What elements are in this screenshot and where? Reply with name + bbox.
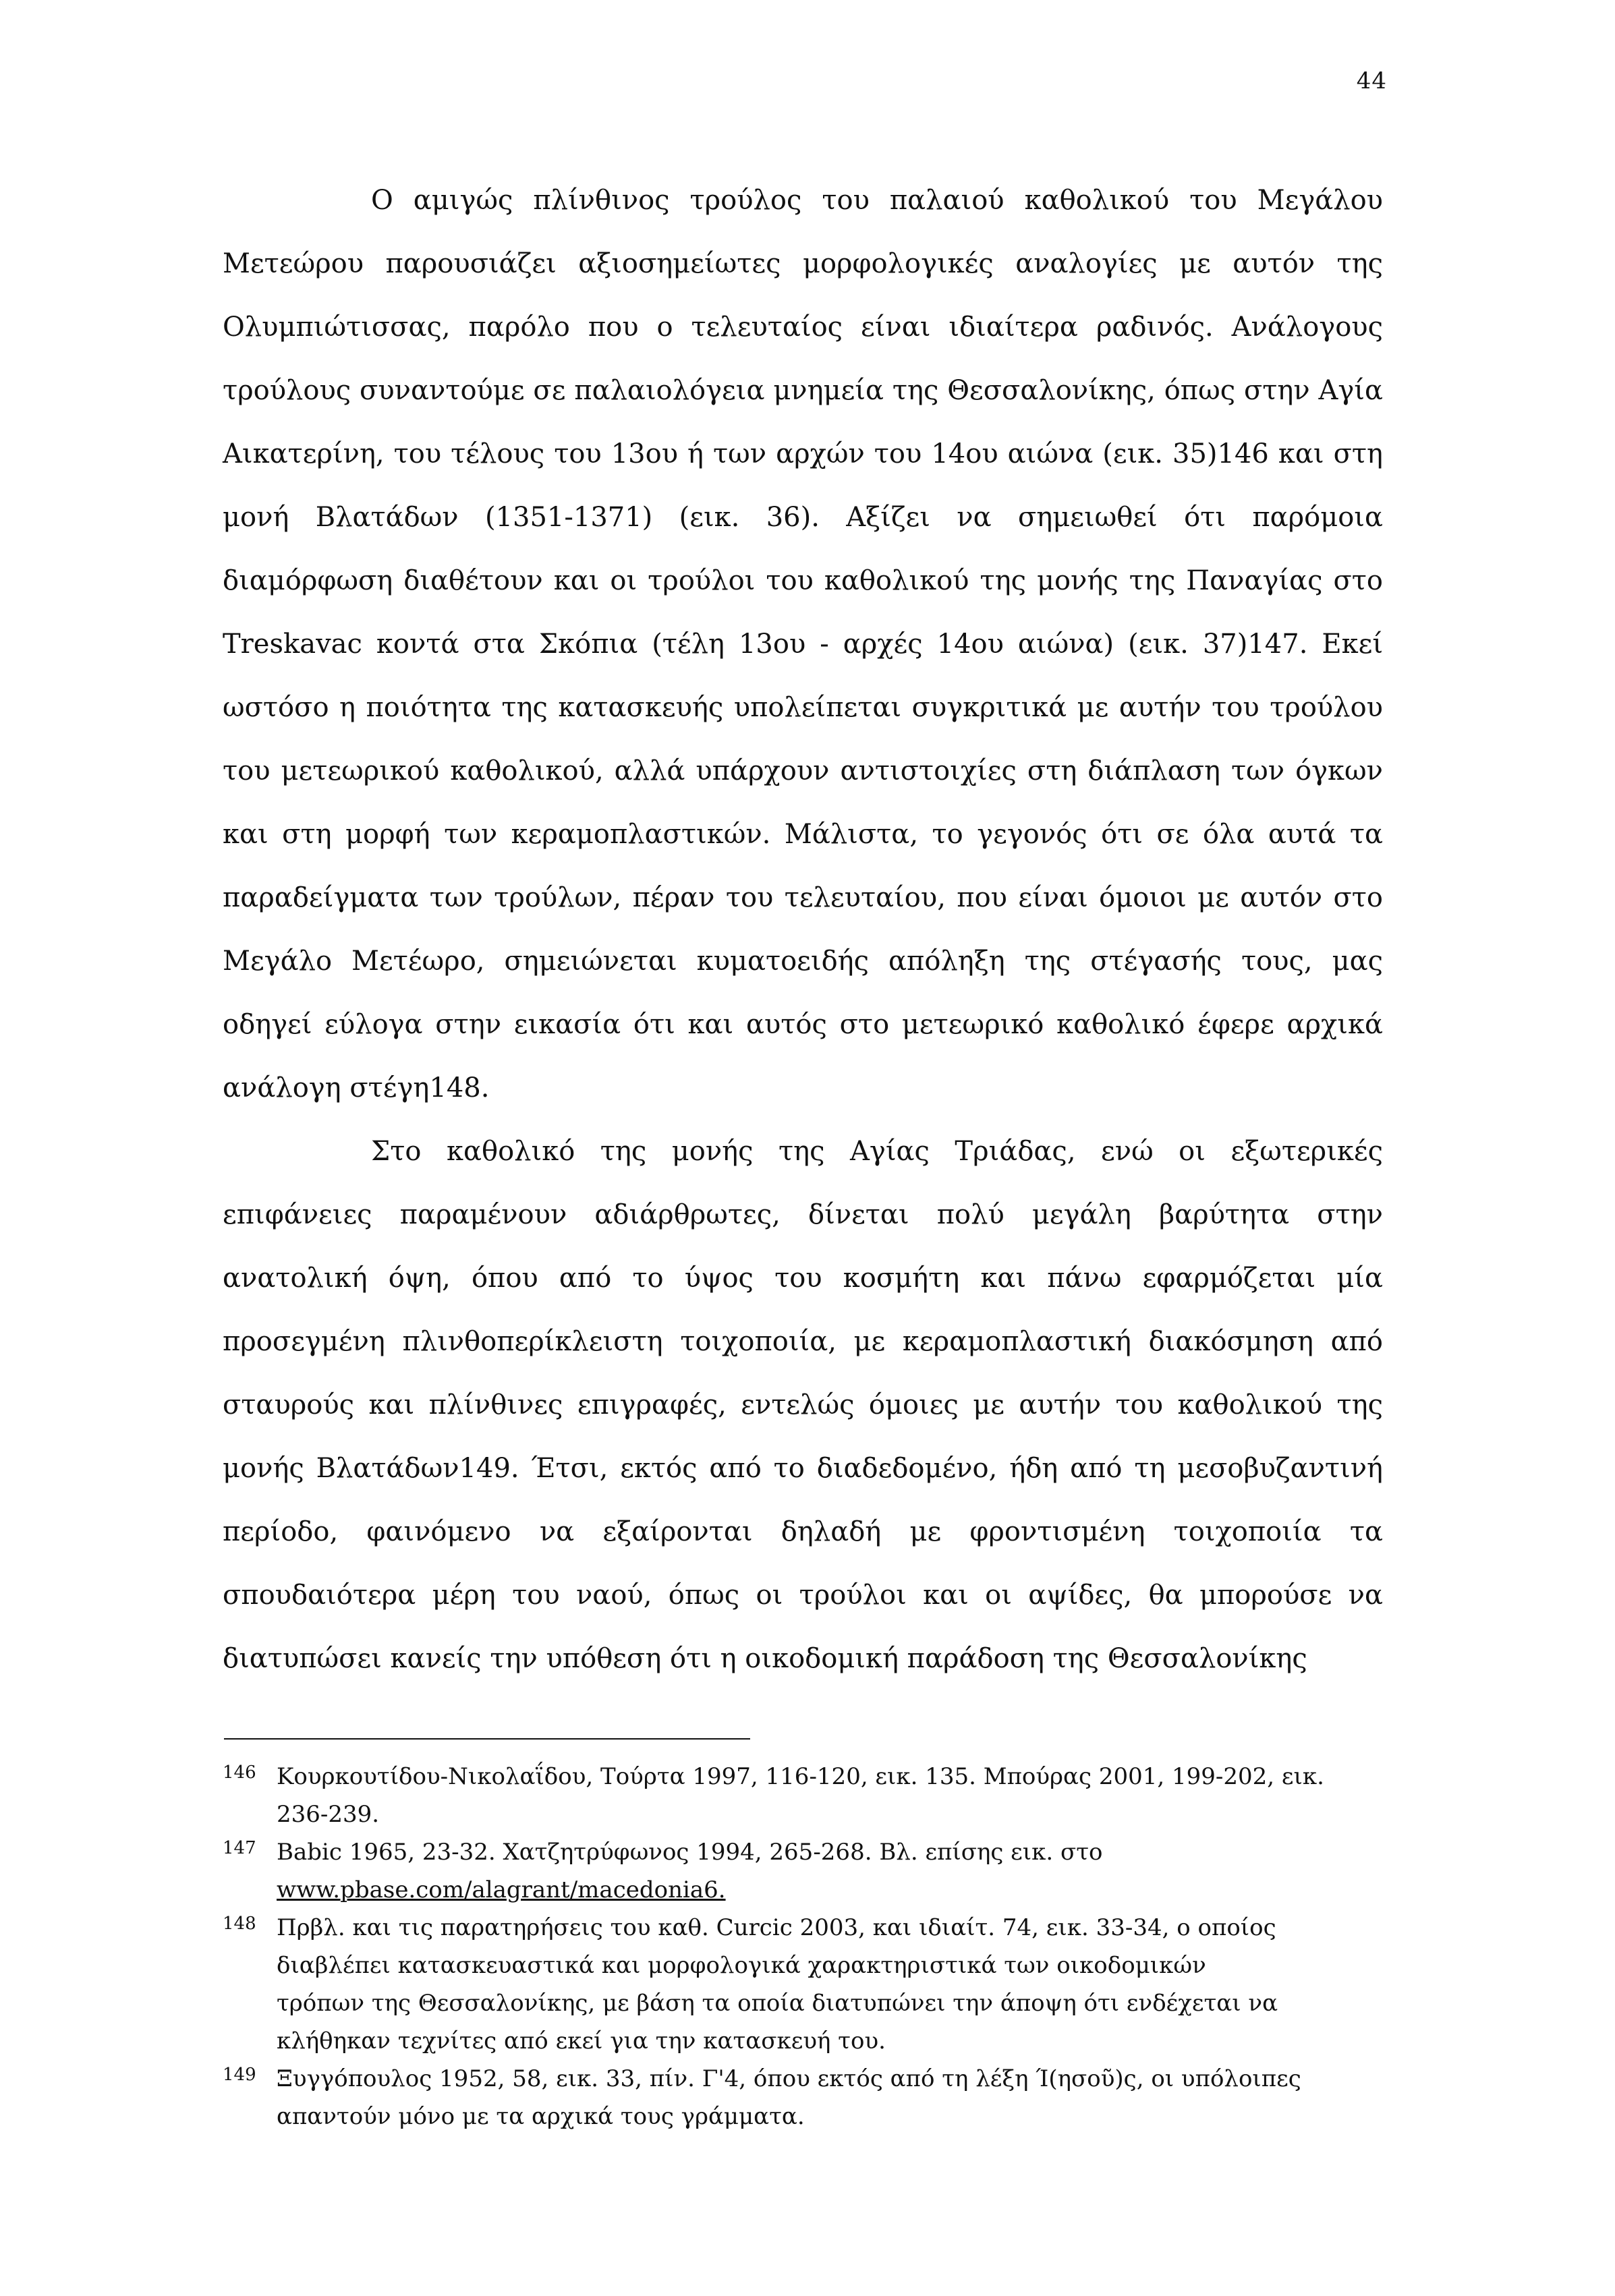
footnote-line: Ξυγγόπουλος 1952, 58, εικ. 33, πίν. Γ'4, όπου εκτός από τη λέξη Ί(ησοῦ)ς, οι υπόλοιπες <box>277 2065 1301 2092</box>
footnote <box>223 2060 1383 2135</box>
footnote-line: κλήθηκαν τεχνίτες από εκεί για την κατασκευή του. <box>277 2028 886 2055</box>
paragraph: Ο αμιγώς πλίνθινος τρούλος του παλαιού καθολικού του Μεγάλου Μετεώρου παρουσιάζει αξιοσημείωτες μορφολογικές αναλογίες με αυτόν της Ολυμπιώτισσας, παρόλο που ο τελευταίος είναι ιδιαίτερα ραδινός. Ανάλογους τρούλους συναντούμε σε παλαιολόγεια μνημεία της Θεσσαλονίκης, όπως στην Αγία Αικατερίνη, του τέλους του 13ου ή των αρχών του 14ου αιώνα (εικ. 35)146 και στη μονή Βλατάδων (1351-1371) (εικ. 36). Αξίζει να σημειωθεί ότι παρόμοια διαμόρφωση διαθέτουν και οι τρούλοι του καθολικού της μονής της Παναγίας στο Treskavac κοντά στα Σκόπια (τέλη 13ου - αρχές 14ου αιώνα) (εικ. 37)147. Εκεί ωστόσο η ποιότητα της κατασκευής υπολείπεται συγκριτικά με αυτήν του τρούλου του μετεωρικού καθολικού, αλλά υπάρχουν αντιστοιχίες στη διάπλαση των όγκων και στη μορφή των κεραμοπλαστικών. Μάλιστα, το γεγονός ότι σε όλα αυτά τα παραδείγματα των τρούλων, πέραν του τελευταίου, που είναι όμοιοι με αυτόν στο Μεγάλο Μετέωρο, σημειώνεται κυματοειδής απόληξη της στέγασής τους, μας οδηγεί εύλογα στην εικασία ότι και αυτός στο μετεωρικό καθολικό έφερε αρχικά ανάλογη στέγη148. <box>223 185 1383 1103</box>
footnote-number: 148 <box>223 1914 256 1934</box>
footnote-line: διαβλέπει κατασκευαστικά και μορφολογικά χαρακτηριστικά των οικοδομικών <box>277 1952 1206 1979</box>
footnote-separator <box>224 1738 750 1740</box>
paragraph: Στο καθολικό της μονής της Αγίας Τριάδας, ενώ οι εξωτερικές επιφάνειες παραμένουν αδιάρθρωτες, δίνεται πολύ μεγάλη βαρύτητα στην ανατολική όψη, όπου από το ύψος του κοσμήτη και πάνω εφαρμόζεται μία προσεγμένη πλινθοπερίκλειστη τοιχοποιία, με κεραμοπλαστική διακόσμηση από σταυρούς και πλίνθινες επιγραφές, εντελώς όμοιες με αυτήν του καθολικού της μονής Βλατάδων149. Έτσι, εκτός από το διαδεδομένο, ήδη από τη μεσοβυζαντινή περίοδο, φαινόμενο να εξαίρονται δηλαδή με φροντισμένη τοιχοποιία τα σπουδαιότερα μέρη του ναού, όπως οι τρούλοι και οι αψίδες, θα μπορούσε να διατυπώσει κανείς την υπόθεση ότι η οικοδομική παράδοση της Θεσσαλονίκης <box>223 1136 1383 1674</box>
footnote-line: Babic 1965, 23-32. Χατζητρύφωνος 1994, 265-268. Βλ. επίσης εικ. στο <box>277 1839 1103 1866</box>
footnote-line: απαντούν μόνο με τα αρχικά τους γράμματα. <box>277 2103 805 2130</box>
footnote <box>223 1833 1383 1909</box>
footnote-line: Κουρκουτίδου-Νικολαΐδου, Τούρτα 1997, 116-120, εικ. 135. Μπούρας 2001, 199-202, εικ. <box>277 1763 1324 1790</box>
footnote <box>223 1909 1383 2060</box>
footnote-number: 146 <box>223 1762 256 1783</box>
footnote-link[interactable]: www.pbase.com/alagrant/macedonia6. <box>277 1876 726 1903</box>
footnote <box>223 1758 1383 1833</box>
footnote-number: 149 <box>223 2065 256 2085</box>
footnote-number: 147 <box>223 1838 256 1858</box>
body-text <box>223 169 1383 1690</box>
footnote-line: τρόπων της Θεσσαλονίκης, με βάση τα οποία διατυπώνει την άποψη ότι ενδέχεται να <box>277 1990 1278 2017</box>
footnotes <box>223 1758 1383 2135</box>
page-number: 44 <box>1356 67 1387 94</box>
footnote-line: 236-239. <box>277 1801 380 1828</box>
footnote-line: Πρβλ. και τις παρατηρήσεις του καθ. Curcic 2003, και ιδιαίτ. 74, εικ. 33-34, ο οποίος <box>277 1914 1276 1941</box>
